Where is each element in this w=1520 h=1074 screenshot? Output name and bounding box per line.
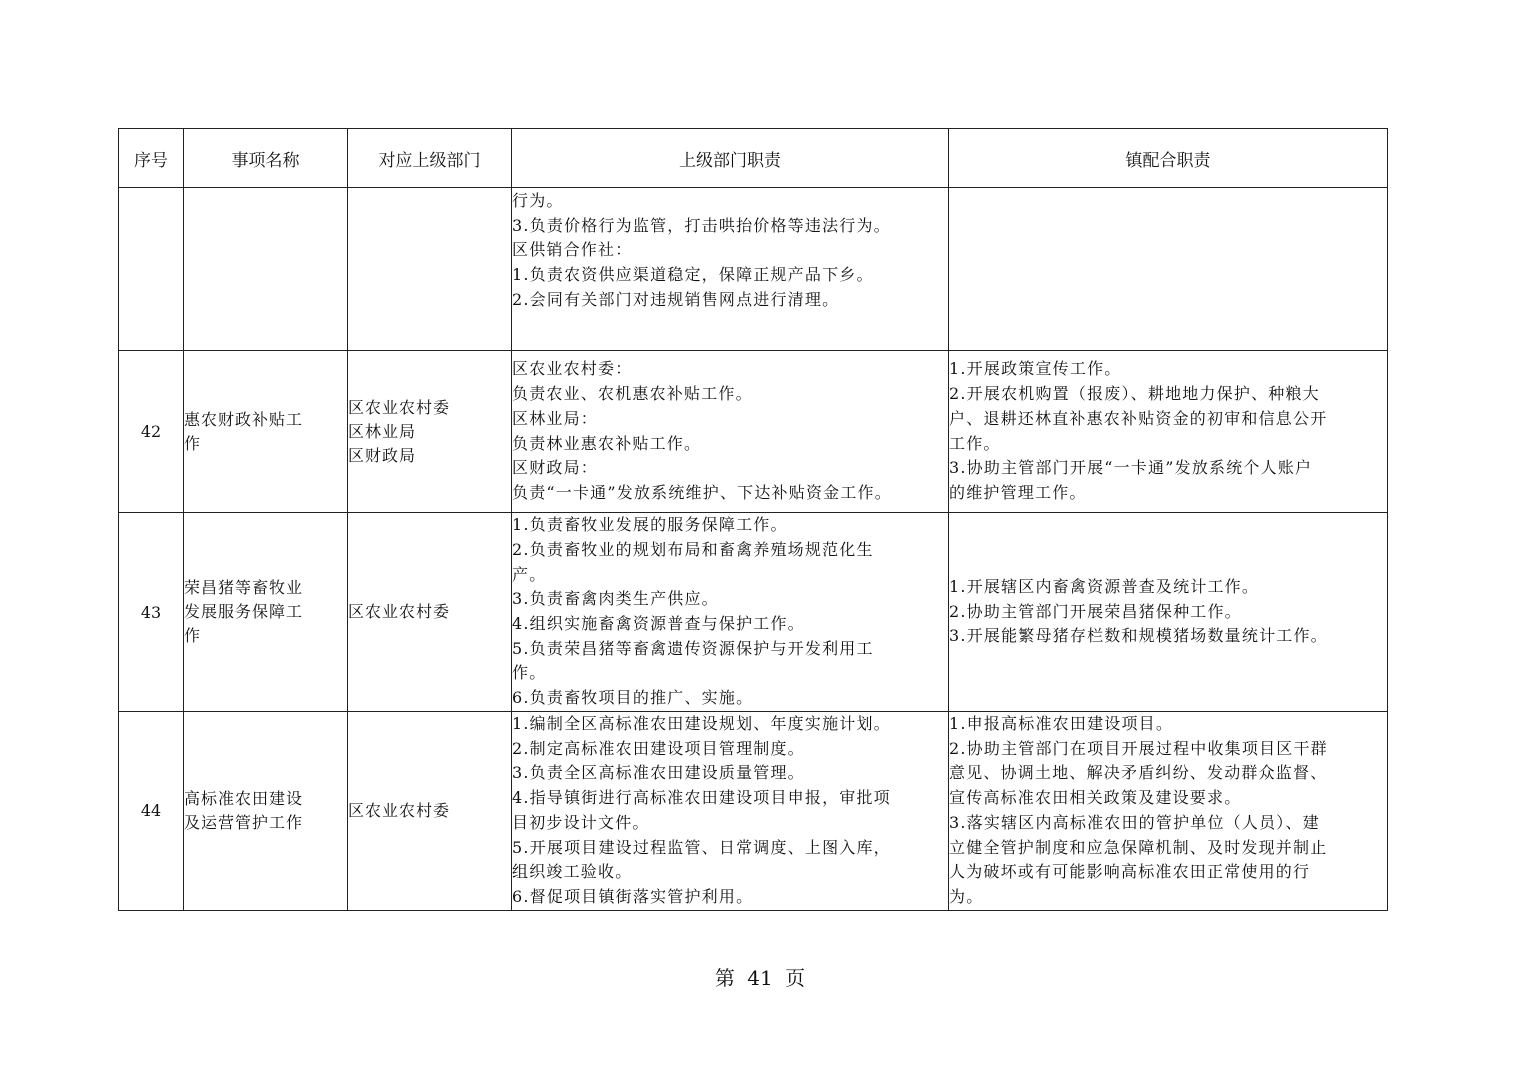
- dept-names: [348, 513, 512, 712]
- dept-names: [348, 351, 512, 513]
- dept-duties: [512, 712, 949, 911]
- text-line: 为。: [949, 886, 984, 906]
- text-line: 1.申报高标准农田建设项目。: [949, 714, 1174, 733]
- text-line: 人为破坏或有可能影响高标准农田正常使用的行: [949, 862, 1311, 882]
- text-line: 负责“一卡通”发放系统维护、下达补贴资金工作。: [512, 482, 892, 502]
- text-line: 1.编制全区高标准农田建设规划、年度实施计划。: [512, 714, 891, 733]
- text-line: 作。: [512, 663, 547, 683]
- table-row: [119, 513, 1388, 712]
- text-line: 1.负责农资供应渠道稳定，保障正规产品下乡。: [512, 265, 874, 285]
- dept-names: [348, 188, 512, 351]
- text-line: 及运营管护工作: [184, 812, 304, 832]
- text-line: 2.协助主管部门开展荣昌猪保种工作。: [949, 601, 1242, 621]
- header-dept: 对应上级部门: [348, 129, 512, 188]
- text-line: 4.组织实施畜禽资源普查与保护工作。: [512, 614, 805, 633]
- header-row: [119, 129, 1388, 188]
- item-name: [184, 351, 348, 513]
- text-line: 荣昌猪等畜牧业: [184, 578, 304, 597]
- text-line: 负责农业、农机惠农补贴工作。: [512, 384, 753, 404]
- text-line: 区林业局：: [512, 408, 599, 428]
- text-line: 2.协助主管部门在项目开展过程中收集项目区干群: [949, 738, 1328, 758]
- page-footer: [0, 962, 1520, 991]
- dept-duties: [512, 351, 949, 513]
- header-item-name: 事项名称: [184, 129, 348, 188]
- text-line: 3.负责全区高标准农田建设质量管理。: [512, 763, 805, 783]
- row-number: 44: [119, 712, 184, 911]
- text-line: 2.制定高标准农田建设项目管理制度。: [512, 738, 805, 758]
- text-line: 4.指导镇街进行高标准农田建设项目申报，审批项: [512, 788, 891, 808]
- text-line: 高标准农田建设: [184, 788, 304, 808]
- text-line: 3.协助主管部门开展“一卡通”发放系统个人账户: [949, 458, 1313, 478]
- text-line: 负责林业惠农补贴工作。: [512, 433, 702, 453]
- page-suffix: 页: [785, 966, 806, 990]
- town-duties: [949, 712, 1388, 911]
- text-line: 宣传高标准农田相关政策及建设要求。: [949, 788, 1242, 808]
- text-line: 区供销合作社：: [512, 240, 633, 260]
- dept-duties: [512, 188, 949, 351]
- text-line: 目初步设计文件。: [512, 812, 650, 832]
- text-line: 3.负责畜禽肉类生产供应。: [512, 589, 719, 609]
- text-line: 户、退耕还林直补惠农补贴资金的初审和信息公开: [949, 408, 1328, 428]
- text-line: 行为。: [512, 191, 564, 210]
- text-line: 1.开展政策宣传工作。: [949, 359, 1122, 379]
- text-line: 2.开展农机购置（报废）、耕地地力保护、种粮大: [949, 384, 1320, 404]
- text-line: 产。: [512, 564, 547, 584]
- table-row: [119, 712, 1388, 911]
- text-line: 作: [184, 626, 202, 645]
- text-line: 5.负责荣昌猪等畜禽遗传资源保护与开发利用工: [512, 638, 874, 658]
- item-name: [184, 188, 348, 351]
- text-line: 3.负责价格行为监管，打击哄抬价格等违法行为。: [512, 215, 891, 235]
- text-line: 发展服务保障工: [184, 602, 304, 621]
- text-line: 1.开展辖区内畜禽资源普查及统计工作。: [949, 576, 1260, 596]
- dept-names: [348, 712, 512, 911]
- header-seq: 序号: [119, 129, 184, 188]
- row-number: 42: [119, 351, 184, 513]
- item-name: [184, 513, 348, 712]
- text-line: 立健全管护制度和应急保障机制、及时发现并制止: [949, 837, 1328, 857]
- town-duties: [949, 351, 1388, 513]
- text-line: 区农业农村委: [348, 800, 451, 820]
- table-row: [119, 351, 1388, 513]
- text-line: 3.落实辖区内高标准农田的管护单位（人员）、建: [949, 812, 1320, 832]
- text-line: 2.负责畜牧业的规划布局和畜禽养殖场规范化生: [512, 539, 874, 559]
- dept-duties: [512, 513, 949, 712]
- town-duties: [949, 513, 1388, 712]
- text-line: 惠农财政补贴工: [184, 409, 304, 429]
- page-prefix: 第: [714, 966, 735, 990]
- page-number: 41: [747, 966, 773, 990]
- text-line: 区林业局: [348, 421, 417, 441]
- text-line: 3.开展能繁母猪存栏数和规模猪场数量统计工作。: [949, 626, 1328, 646]
- town-duties: [949, 188, 1388, 351]
- text-line: 1.负责畜牧业发展的服务保障工作。: [512, 515, 788, 535]
- text-line: 5.开展项目建设过程监管、日常调度、上图入库，: [512, 837, 891, 857]
- row-number: [119, 188, 184, 351]
- text-line: 工作。: [949, 433, 1001, 453]
- text-line: 作: [184, 433, 202, 453]
- text-line: 区财政局: [348, 445, 417, 465]
- text-line: 6.督促项目镇街落实管护利用。: [512, 886, 754, 906]
- duty-table: [118, 128, 1388, 911]
- text-line: 2.会同有关部门对违规销售网点进行清理。: [512, 289, 840, 309]
- text-line: 区农业农村委：: [512, 359, 633, 379]
- text-line: 区财政局：: [512, 458, 599, 478]
- table-row: [119, 188, 1388, 351]
- text-line: 6.负责畜牧项目的推广、实施。: [512, 688, 754, 708]
- text-line: 的维护管理工作。: [949, 482, 1087, 502]
- row-number: 43: [119, 513, 184, 712]
- text-line: 区农业农村委: [348, 602, 451, 621]
- text-line: 组织竣工验收。: [512, 862, 633, 882]
- header-dept-duty: 上级部门职责: [512, 129, 949, 188]
- text-line: 区农业农村委: [348, 397, 451, 417]
- item-name: [184, 712, 348, 911]
- header-town-duty: 镇配合职责: [949, 129, 1388, 188]
- text-line: 意见、协调土地、解决矛盾纠纷、发动群众监督、: [949, 763, 1328, 783]
